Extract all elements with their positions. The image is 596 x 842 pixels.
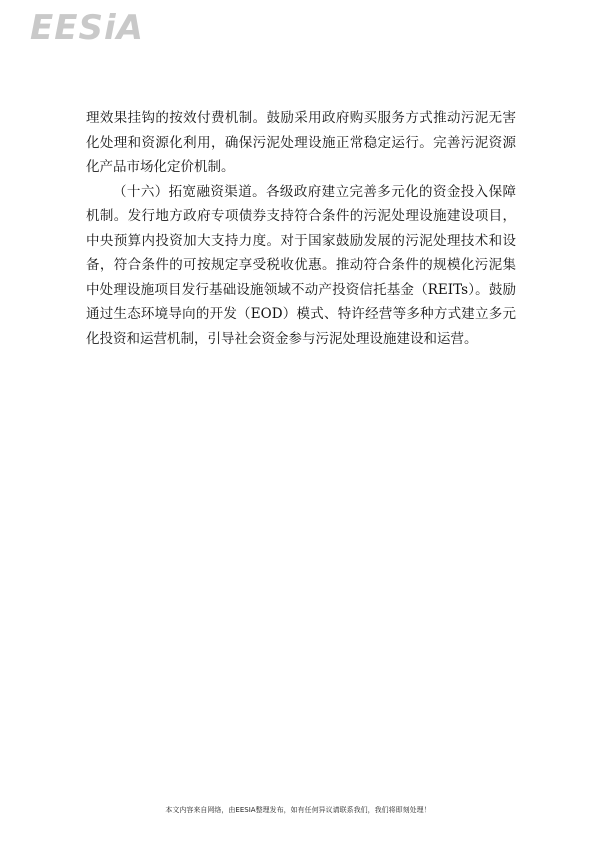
paragraph-financing-channels: （十六）拓宽融资渠道。各级政府建立完善多元化的资金投入保障机制。发行地方政府专项债券支持符合条件的污泥处理设施建设项目，中央预算内投资加大支持力度。对于国家鼓励发展的污泥处理技术和设备，符合条件的可按规定享受税收优惠。推动符合条件的规模化污泥集中处理设施项目发行基础设施领域不动产投资信托基金（REITs）。鼓励通过生态环境导向的开发（EOD）模式、特许经营等多种方式建立多元化投资和运营机制，引导社会资金参与污泥处理设施建设和运营。 — [86, 183, 516, 347]
footer-notice: 本文内容来自网络，由EESIA整理发布，如有任何异议请联系我们，我们将即刻处理！ — [165, 806, 431, 814]
eesia-logo: EESiA — [30, 8, 144, 48]
paragraph-continuation: 理效果挂钩的按效付费机制。鼓励采用政府购买服务方式推动污泥无害化处理和资源化利用，确保污泥处理设施正常稳定运行。完善污泥资源化产品市场化定价机制。 — [86, 110, 516, 175]
document-body — [86, 106, 516, 351]
